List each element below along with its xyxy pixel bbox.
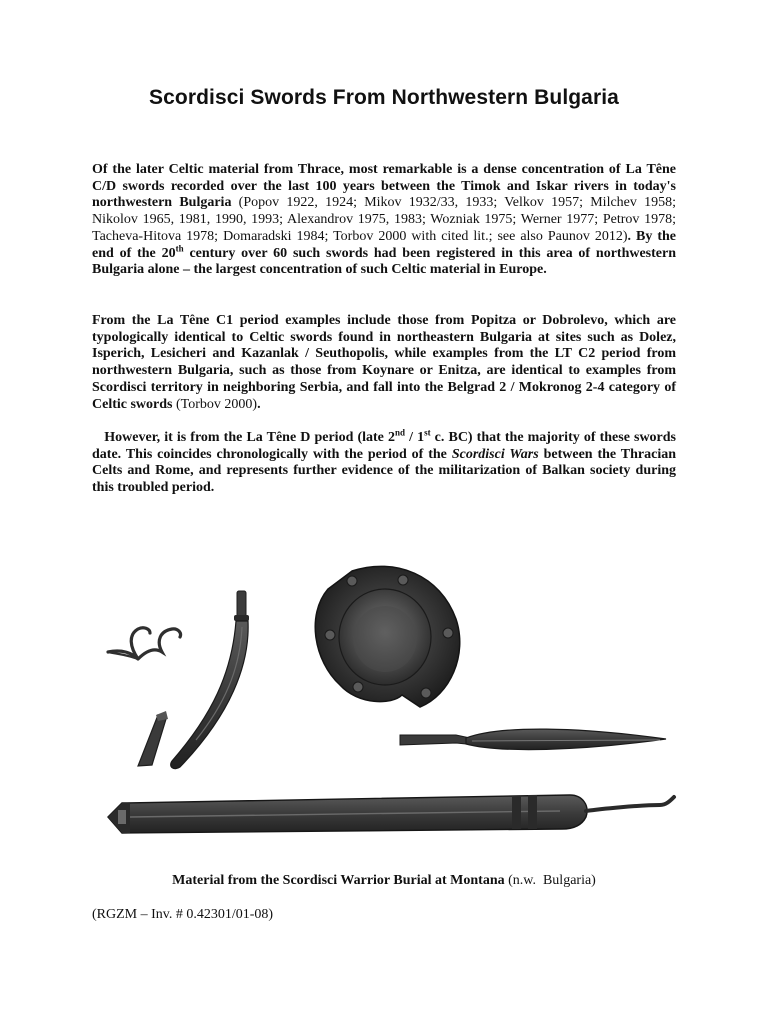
sword-in-scabbard [108, 795, 674, 833]
para3-bold-d: between the Thracian Celts and Rome, and represents further evidence of the militarization of Balkan society during this troubled period. [92, 446, 680, 496]
page-title: Scordisci Swords From Northwestern Bulgaria [149, 86, 619, 109]
para1-citations: (Popov 1922, 1924; Mikov 1932/33, 1933; Velkov 1957; Milchev 1958; Nikolov 1965, 1981, 1990, 1993; Alexandrov 1975, 1983; Wozniak 1975; Werner 1977; Petrov 1978; Tacheva-Hitova 1978; Domaradski 1984; Torbov 2000 with cited lit.; see also Paunov 2012) [92, 195, 676, 244]
shield-boss [315, 566, 460, 707]
para2-citation: (Torbov 2000) [172, 396, 258, 412]
curved-knife [171, 591, 249, 769]
figure-caption [0, 873, 768, 889]
para1-sup: th [175, 242, 184, 253]
para3-bold-b: / 1 [405, 430, 425, 445]
paragraph-la-tene-d [92, 427, 680, 497]
para1-bold-b: . By the end of the 20 [92, 228, 676, 261]
spearhead [400, 729, 666, 750]
artifact-photograph [100, 555, 680, 845]
paragraph-intro [92, 162, 676, 279]
caption-title: Material from the Scordisci Warrior Burial at Montana [172, 873, 505, 888]
para3-sup1: nd [394, 427, 405, 438]
inventory-reference: (RGZM – Inv. # 0.42301/01-08) [92, 907, 274, 922]
para2-bold-b: . [257, 396, 261, 412]
para3-bold-c: c. BC) that the majority of these swords date. This coincides chronologically with the period of the [92, 430, 680, 462]
para1-bold-a: Of the later Celtic material from Thrace, most remarkable is a dense concentration of La Têne C/D swords recorded over the last 100 years between the Timok and Iskar rivers in today's northwestern Bulgaria [92, 162, 676, 211]
para1-bold-c: century over 60 such swords had been registered in this area of northwestern Bulgaria alone – the largest concentration of such Celtic material in Europe. [92, 245, 676, 278]
caption-location: (n.w. Bulgaria) [504, 873, 596, 888]
para3-bold-a: However, it is from the La Têne D period (late 2 [92, 430, 395, 445]
para2-bold-a: From the La Têne C1 period examples include those from Popitza or Dobrolevo, which are typologically identical to Celtic swords found in northeastern Bulgaria at sites such as Dolez, Isperich, Lesicheri and Kazanlak / Seuthopolis, while examples from the LT C2 period from northwestern Bulgaria, such as those from Koynare or Enitza, are identical to examples from Scordisci territory in neighboring Serbia, and fall into the Belgrad 2 / Mokronog 2-4 category of Celtic swords [92, 313, 676, 412]
para3-italic-scordisci-wars: Scordisci Wars [451, 446, 539, 462]
para3-sup2: st [424, 427, 431, 438]
paragraph-la-tene-c [92, 313, 676, 413]
sword-chape [138, 711, 168, 766]
fibulae [108, 628, 181, 659]
